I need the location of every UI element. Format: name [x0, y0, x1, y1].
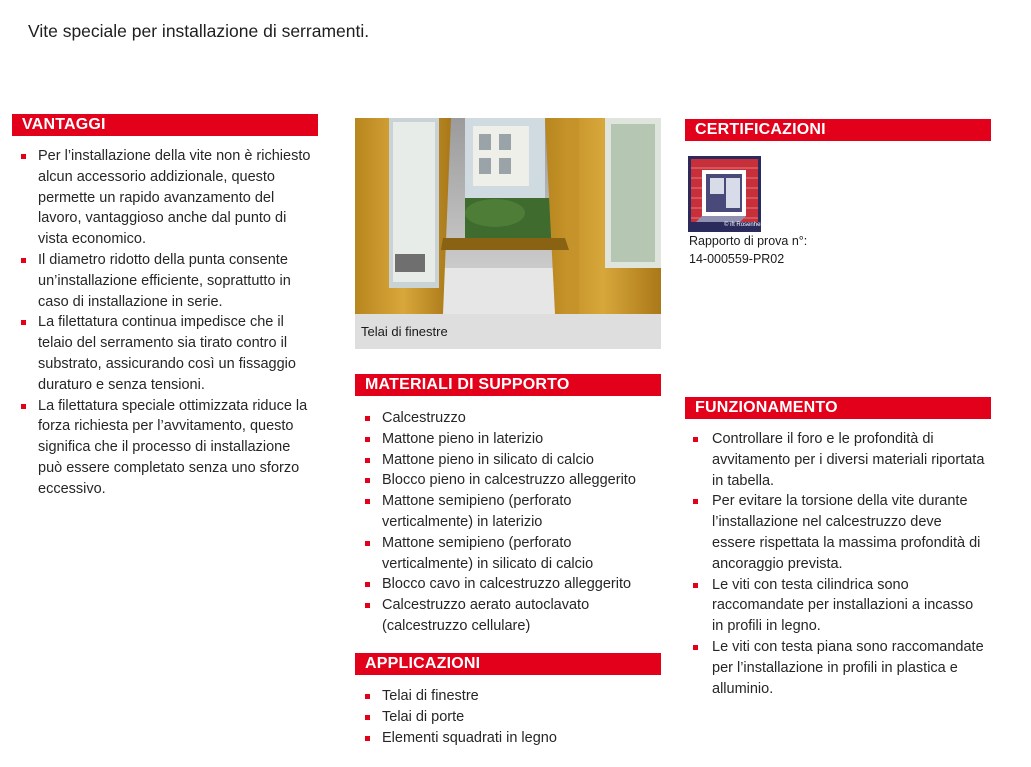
window-frame-photo: [355, 118, 661, 349]
ift-certification-logo: [688, 156, 767, 232]
list-item: La filettatura speciale ottimizzata riduce la forza richiesta per l’avvitamento, questo significa che il processo di installazione può essere completato senza uno sforzo eccessivo.: [18, 396, 318, 500]
cert-report-label: Rapporto di prova n°:: [689, 234, 808, 248]
page-subtitle: Vite speciale per installazione di serramenti.: [28, 21, 370, 41]
list-item: Elementi squadrati in legno: [362, 728, 662, 749]
window-photo-illustration: [355, 118, 661, 314]
cert-report-text: [689, 232, 807, 268]
applicazioni-header: APPLICAZIONI: [355, 653, 661, 675]
applicazioni-list: [362, 686, 662, 748]
list-item: Calcestruzzo aerato autoclavato (calcestruzzo cellulare): [362, 595, 662, 637]
list-item: Per evitare la torsione della vite durante l’installazione nel calcestruzzo deve essere rispettata la massima profondità di ancoraggio prevista.: [692, 491, 988, 574]
list-item: Il diametro ridotto della punta consente un’installazione efficiente, soprattutto in caso di installazione in serie.: [18, 250, 318, 312]
vantaggi-header: VANTAGGI: [12, 114, 318, 136]
list-item: Mattone pieno in silicato di calcio: [362, 450, 662, 471]
cert-logo-caption: © ift Rosenheim: [724, 222, 767, 228]
list-item: Telai di finestre: [362, 686, 662, 707]
vantaggi-list: [18, 146, 318, 500]
funzionamento-header: FUNZIONAMENTO: [685, 397, 991, 419]
list-item: Controllare il foro e le profondità di avvitamento per i diversi materiali riportata in tabella.: [692, 429, 988, 491]
list-item: Blocco cavo in calcestruzzo alleggerito: [362, 574, 662, 595]
list-item: Mattone semipieno (perforato verticalmente) in laterizio: [362, 491, 662, 533]
list-item: Calcestruzzo: [362, 408, 662, 429]
list-item: Per l’installazione della vite non è richiesto alcun accessorio addizionale, questo permette un rapido avanzamento del lavoro, vantaggioso anche dal punto di vista economico.: [18, 146, 318, 250]
cert-report-number: 14-000559-PR02: [689, 252, 785, 266]
funzionamento-list: [692, 429, 988, 699]
list-item: Le viti con testa cilindrica sono raccomandate per installazioni a incasso in profili in legno.: [692, 575, 988, 637]
list-item: La filettatura continua impedisce che il telaio del serramento sia tirato contro il substrato, assicurando così un fissaggio duraturo e senza tensioni.: [18, 312, 318, 395]
materiali-list: [362, 408, 662, 637]
photo-caption: Telai di finestre: [361, 324, 448, 339]
list-item: Mattone semipieno (perforato verticalmente) in silicato di calcio: [362, 533, 662, 575]
certificazioni-header: CERTIFICAZIONI: [685, 119, 991, 141]
list-item: Le viti con testa piana sono raccomandate per l’installazione in profili in plastica e alluminio.: [692, 637, 988, 699]
list-item: Mattone pieno in laterizio: [362, 429, 662, 450]
list-item: Telai di porte: [362, 707, 662, 728]
materiali-header: MATERIALI DI SUPPORTO: [355, 374, 661, 396]
list-item: Blocco pieno in calcestruzzo alleggerito: [362, 470, 662, 491]
